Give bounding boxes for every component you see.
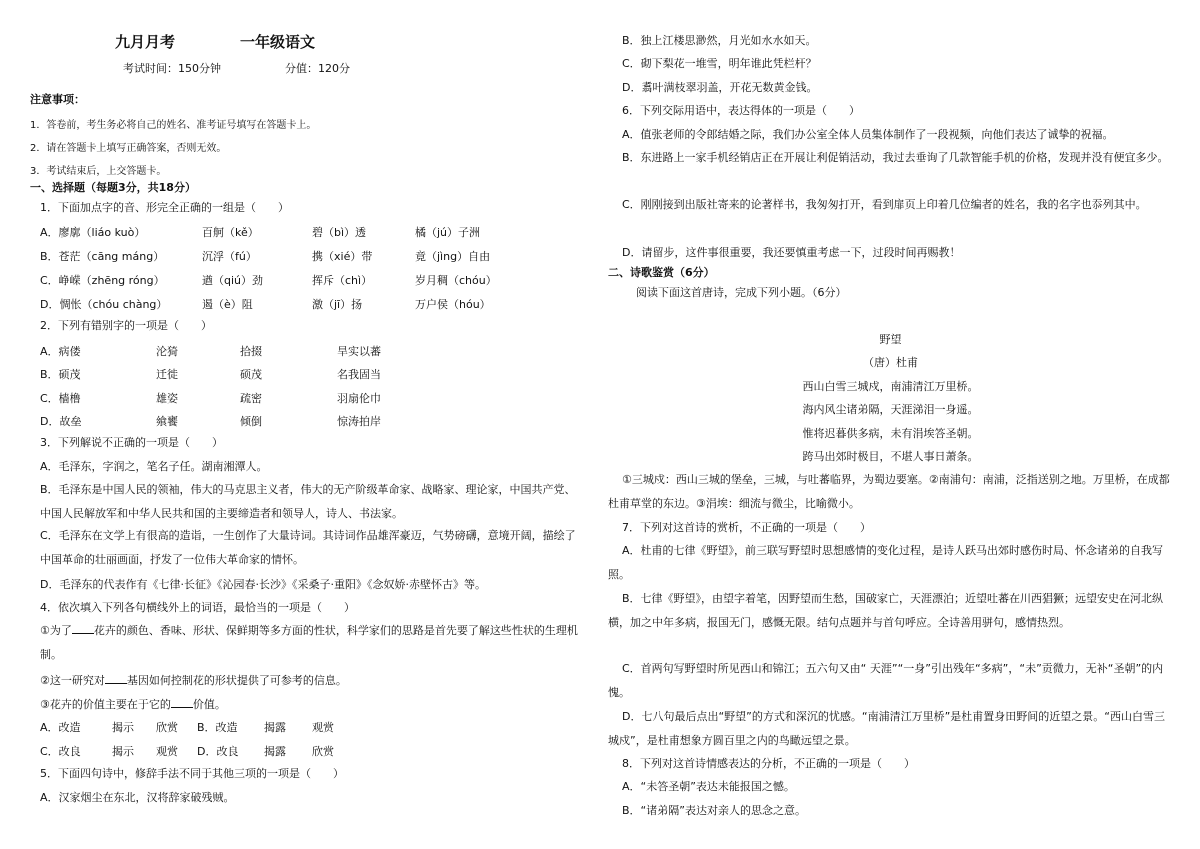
q5-option-a: A．汉家烟尘在东北，汉将辞家破残贼。	[40, 791, 235, 804]
poem-author: （唐）杜甫	[863, 356, 918, 369]
q3-stem: 3．下列解说不正确的一项是（ ）	[40, 436, 223, 449]
exam-title-subject: 一年级语文	[240, 33, 316, 51]
exam-time: 考试时间：150分钟	[123, 62, 221, 75]
q6-option-a: A．值张老师的令郎结婚之际，我们办公室全体人员集体制作了一段视频，向他们表达了诚挚的祝福。	[622, 128, 1114, 141]
blank-line	[171, 696, 193, 708]
notice-item-1: 1．答卷前，考生务必将自己的姓名、准考证号填写在答题卡上。	[30, 120, 317, 131]
blank-line	[105, 672, 127, 684]
notice-heading: 注意事项：	[30, 93, 85, 106]
exam-title-month: 九月月考	[115, 33, 176, 51]
q4-sentence-1: ①为了 花卉的颜色、香味、形状、保鲜期等多方面的性状，科学家们的思路是首先要了解这些性状的生理机制。	[40, 624, 578, 661]
q6-stem: 6．下列交际用语中，表达得体的一项是（ ）	[622, 104, 860, 117]
poem-line-1: 西山白雪三城戍，南浦清江万里桥。	[802, 380, 979, 393]
q5-option-d: D．翥叶满枝翠羽盖，开花无数黄金钱。	[622, 81, 818, 94]
section2-heading: 二、诗歌鉴赏（6分）	[608, 266, 715, 279]
poem-line-2: 海内风尘诸弟隔，天涯涕泪一身遥。	[802, 403, 979, 416]
q3-option-d: D．毛泽东的代表作有《七律·长征》《沁园春·长沙》《采桑子·重阳》《念奴娇·赤壁怀古》等。	[40, 578, 486, 591]
q7-option-a: A．杜甫的七律《野望》，前三联写野望时思想感情的变化过程，是诗人跃马出郊时感伤时局、怀念诸弟的自我写照。	[608, 544, 1164, 581]
q7-option-d: D．七八句最后点出“野望”的方式和深沉的忧感。“南浦清江万里桥”是杜甫置身田野间的近望之景。“西山白雪三城戍”，是杜甫想象方圆百里之内的鸟瞰远望之景。	[608, 710, 1165, 747]
q4-stem: 4．依次填入下列各句横线外上的词语，最恰当的一项是（ ）	[40, 601, 355, 614]
exam-score: 分值：120分	[285, 62, 350, 75]
q1-stem: 1．下面加点字的音、形完全正确的一组是（ ）	[40, 201, 289, 214]
poem-line-3: 惟将迟暮供多病，未有涓埃答圣朝。	[802, 427, 979, 440]
q5-option-b: B．独上江楼思渺然，月光如水水如天。	[622, 34, 817, 47]
section2-intro: 阅读下面这首唐诗，完成下列小题。（6分）	[636, 286, 847, 299]
q6-option-b: B．东进路上一家手机经销店正在开展让利促销活动，我过去垂询了几款智能手机的价格，发现并没有便宜多少。	[622, 151, 1169, 164]
q4-sentence-3: ③花卉的价值主要在于它的 价值。	[40, 698, 226, 711]
q5-stem: 5．下面四句诗中，修辞手法不同于其他三项的一项是（ ）	[40, 767, 344, 780]
blank-line	[72, 622, 94, 634]
q6-option-c: C．刚刚接到出版社寄来的论著样书，我匆匆打开，看到扉页上印着几位编者的姓名，我的名字也忝列其中。	[622, 198, 1147, 211]
q2-stem: 2．下列有错别字的一项是（ ）	[40, 319, 212, 332]
q8-stem: 8．下列对这首诗情感表达的分析，不正确的一项是（ ）	[622, 757, 915, 770]
q7-option-c: C．首两句写野望时所见西山和锦江；五六句又由“ 天涯”“一身”引出残年“多病”，“未”贡微力，无补“圣朝”的内愧。	[608, 662, 1164, 699]
section1-heading: 一、选择题（每题3分，共18分）	[30, 181, 196, 194]
poem-notes: ①三城戍：西山三城的堡垒，三城，与吐蕃临界，为蜀边要塞。②南浦句：南浦，泛指送别之地。万里桥，在成都杜甫草堂的东边。③涓埃：细流与微尘，比喻微小。	[608, 473, 1170, 510]
poem-line-4: 跨马出郊时极目，不堪人事日萧条。	[802, 450, 979, 463]
q3-option-c: C．毛泽东在文学上有很高的造诣，一生创作了大量诗词。其诗词作品雄浑豪迈，气势磅礴，意境开阔，描绘了中国革命的壮丽画面，抒发了一位伟大革命家的情怀。	[40, 529, 576, 566]
poem-title: 野望	[879, 333, 902, 346]
q3-option-b: B．毛泽东是中国人民的领袖，伟大的马克思主义者，伟大的无产阶级革命家、战略家、理论家，中国共产党、中国人民解放军和中华人民共和国的主要缔造者和领导人，诗人、书法家。	[40, 483, 576, 520]
q8-option-a: A．“未答圣朝”表达未能报国之憾。	[622, 780, 795, 793]
q3-option-a: A．毛泽东，字润之，笔名子任。湖南湘潭人。	[40, 460, 268, 473]
q5-option-c: C．砌下梨花一堆雪，明年谁此凭栏杆？	[622, 57, 817, 70]
q8-option-b: B．“诸弟隔”表达对亲人的思念之意。	[622, 804, 806, 817]
q4-sentence-2: ②这一研究对 基因如何控制花的形状提供了可参考的信息。	[40, 674, 347, 687]
q7-option-b: B．七律《野望》，由望字着笔，因野望而生愁，国破家亡，天涯漂泊；近望吐蕃在川西猖獗；远望安史在河北纵横，加之中年多病，报国无门，感慨无限。结句点题并与首句呼应。全诗善用骈句，感情热烈。	[608, 592, 1164, 629]
notice-item-2: 2．请在答题卡上填写正确答案，否则无效。	[30, 143, 227, 154]
q6-option-d: D．请留步，这件事很重要，我还要慎重考虑一下，过段时间再赐教！	[622, 246, 961, 259]
notice-item-3: 3．考试结束后，上交答题卡。	[30, 166, 167, 177]
q7-stem: 7．下列对这首诗的赏析，不正确的一项是（ ）	[622, 521, 871, 534]
